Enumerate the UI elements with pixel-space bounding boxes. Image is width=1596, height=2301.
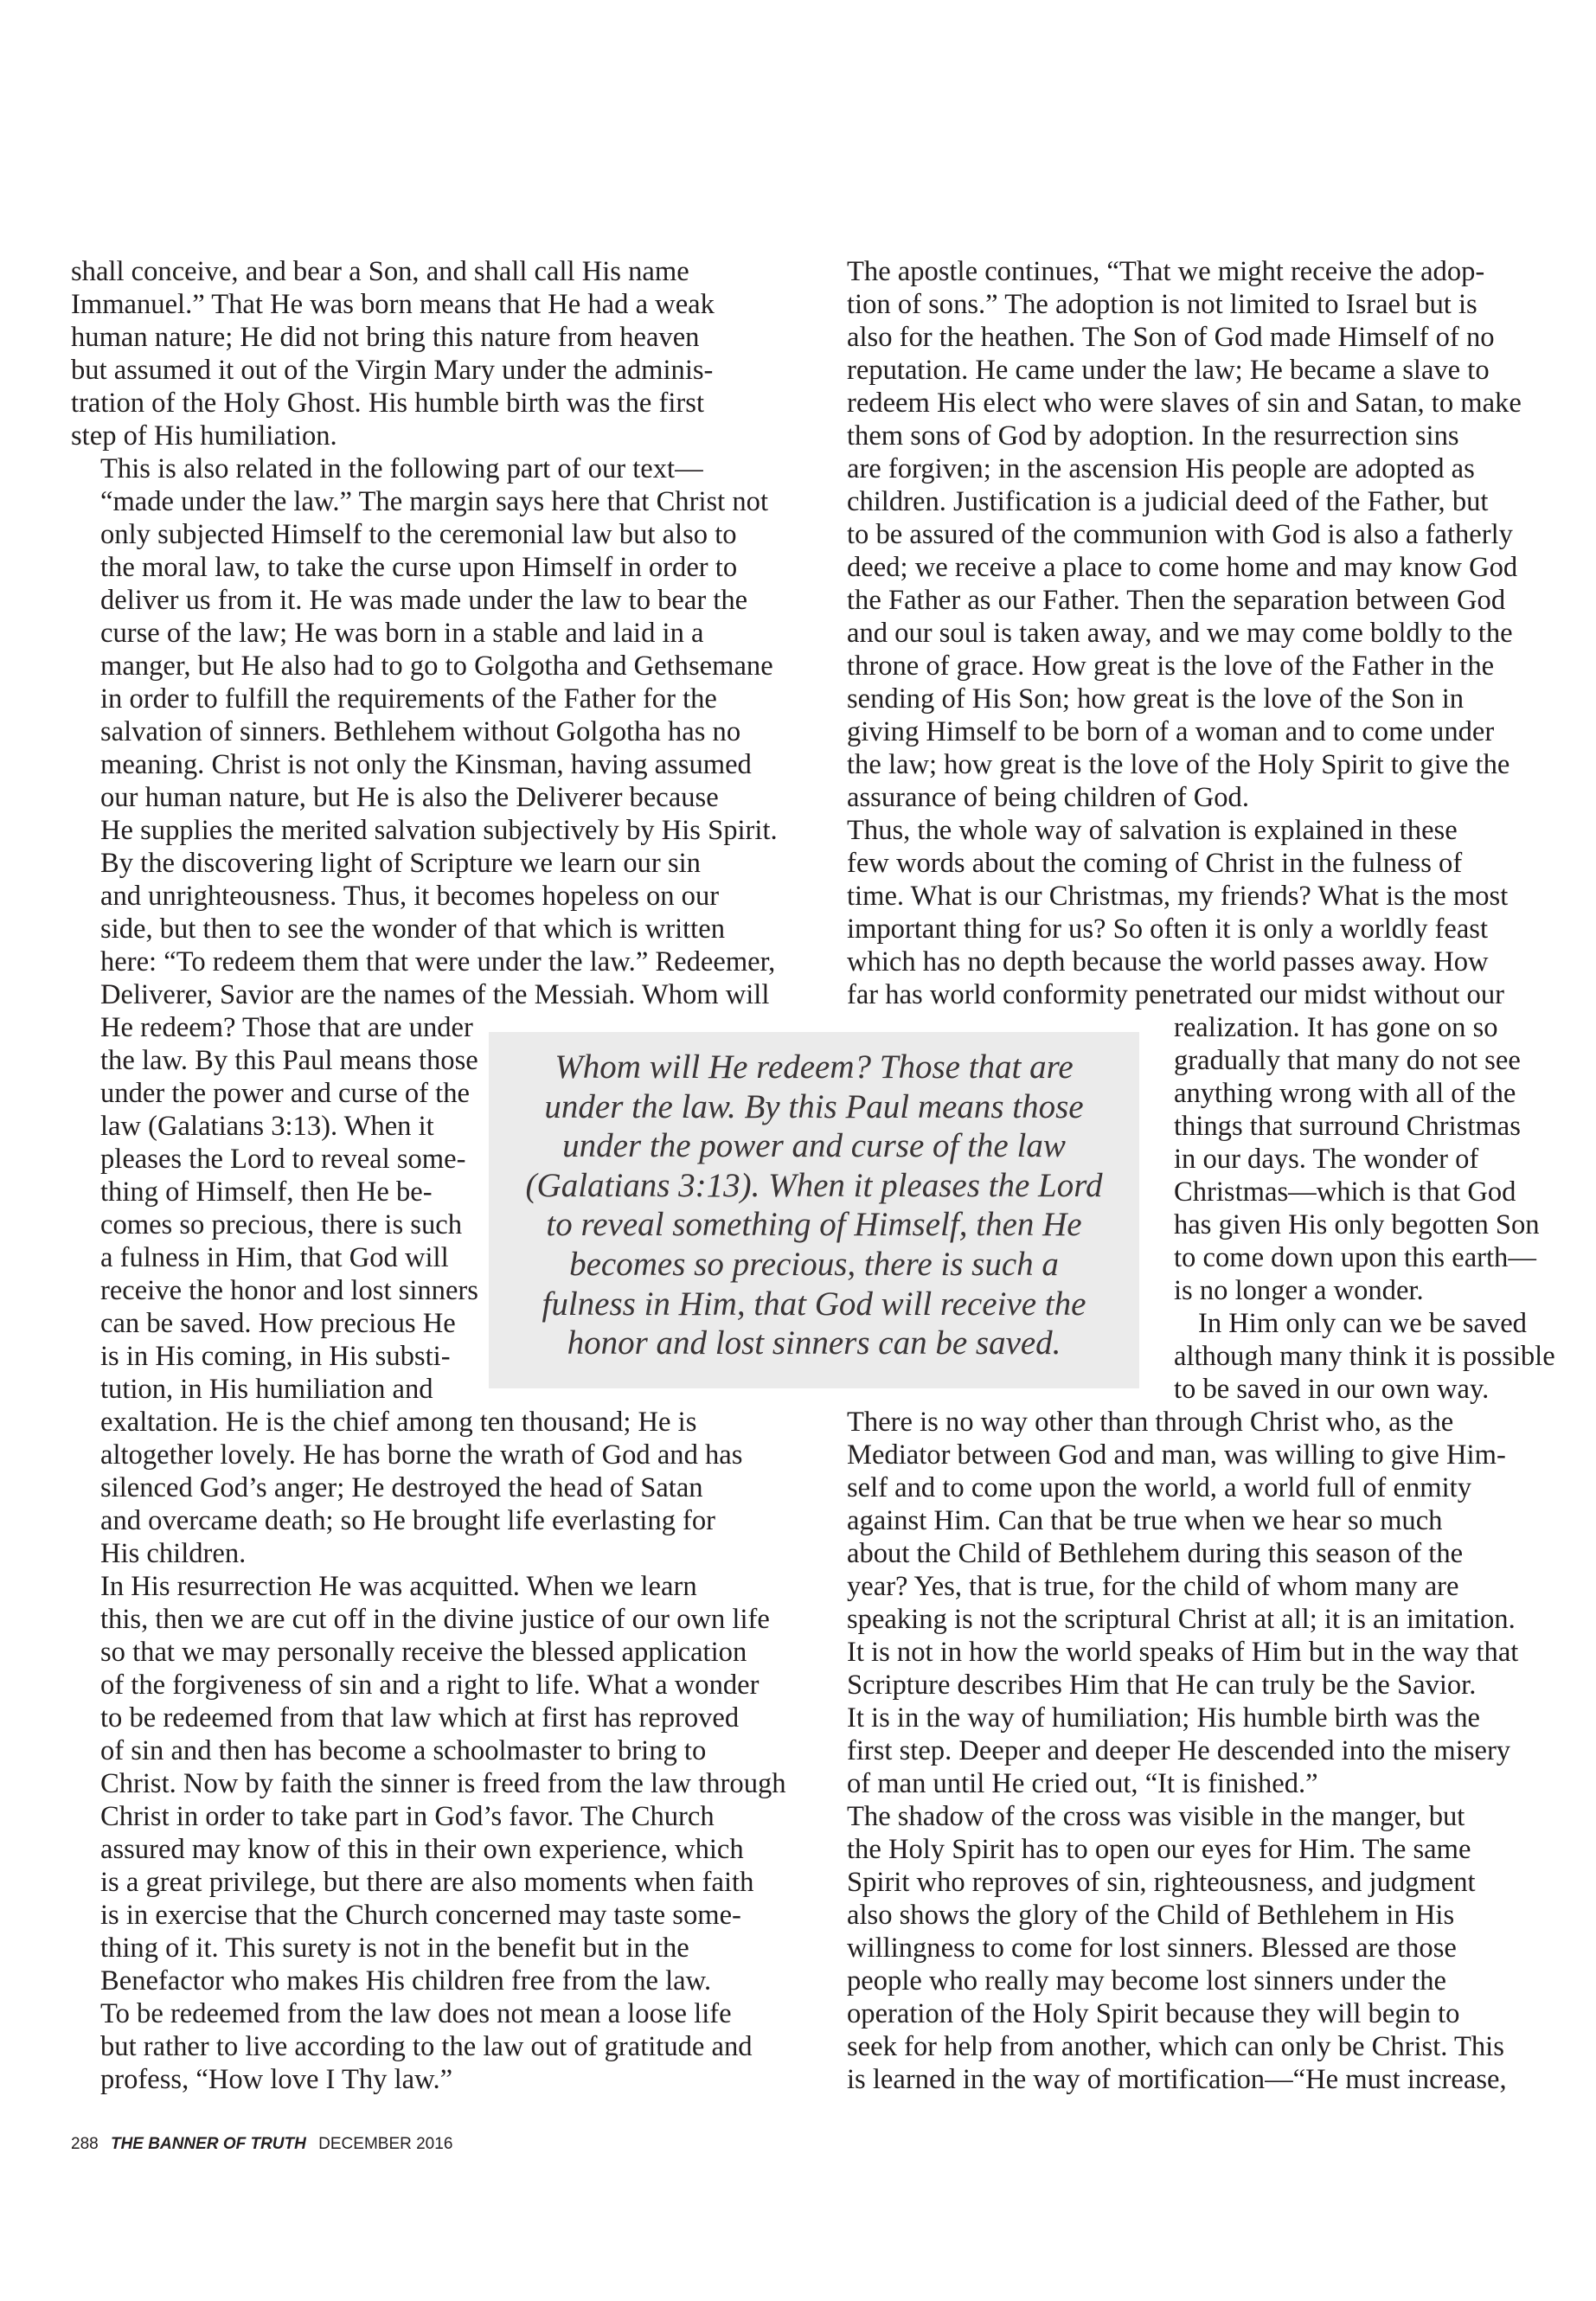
text-line: “made under the law.” The margin says here that Christ not bbox=[100, 486, 768, 517]
text-line: meaning. Christ is not only the Kinsman, having assumed bbox=[100, 749, 752, 780]
pull-quote bbox=[489, 1032, 1139, 1388]
text-line: This is also related in the following part of our text— bbox=[100, 453, 703, 484]
text-line: and overcame death; so He brought life everlasting for bbox=[100, 1505, 716, 1536]
text-line: silenced God’s anger; He destroyed the head of Satan bbox=[100, 1472, 703, 1503]
text-line: the law. By this Paul means those bbox=[100, 1045, 478, 1076]
text-line: In His resurrection He was acquitted. When we learn bbox=[100, 1571, 697, 1602]
text-line: salvation of sinners. Bethlehem without Golgotha has no bbox=[100, 716, 741, 747]
text-line: He redeem? Those that are under bbox=[100, 1012, 473, 1043]
text-line: Christ. Now by faith the sinner is freed from the law through bbox=[100, 1768, 786, 1799]
text-line: to come down upon this earth— bbox=[1174, 1242, 1536, 1273]
text-line: assurance of being children of God. bbox=[847, 782, 1249, 813]
text-line: people who really may become lost sinners under the bbox=[847, 1965, 1446, 1997]
text-line: comes so precious, there is such bbox=[100, 1209, 462, 1240]
text-line: of man until He cried out, “It is finished.” bbox=[847, 1768, 1318, 1799]
text-line: here: “To redeem them that were under the law.” Redeemer, bbox=[100, 946, 776, 977]
text-line: realization. It has gone on so bbox=[1174, 1012, 1498, 1043]
text-line: so that we may personally receive the blessed application bbox=[100, 1637, 747, 1668]
text-line: His children. bbox=[100, 1538, 247, 1569]
issue-date: DECEMBER 2016 bbox=[318, 2135, 453, 2153]
text-line: Thus, the whole way of salvation is explained in these bbox=[847, 815, 1458, 846]
text-line: law (Galatians 3:13). When it bbox=[100, 1111, 434, 1142]
text-line: speaking is not the scriptural Christ at all; it is an imitation. bbox=[847, 1604, 1516, 1635]
text-line: has given His only begotten Son bbox=[1174, 1209, 1540, 1240]
text-line: gradually that many do not see bbox=[1174, 1045, 1521, 1076]
page-footer bbox=[71, 2135, 460, 2154]
text-line: this, then we are cut off in the divine justice of our own life bbox=[100, 1604, 770, 1635]
paragraph bbox=[817, 1800, 1535, 2096]
text-line: The apostle continues, “That we might receive the adop- bbox=[847, 256, 1485, 287]
text-line: is in exercise that the Church concerned may taste some- bbox=[100, 1900, 741, 1931]
text-line: Christmas—which is that God bbox=[1174, 1176, 1516, 1208]
paragraph bbox=[71, 255, 785, 452]
text-line: first step. Deeper and deeper He descended into the misery bbox=[847, 1735, 1511, 1766]
text-line: and unrighteousness. Thus, it becomes hopeless on our bbox=[100, 881, 720, 912]
text-line: thing of it. This surety is not in the benefit but in the bbox=[100, 1932, 689, 1964]
text-line: is a great privilege, but there are also moments when faith bbox=[100, 1867, 754, 1898]
text-line: things that surround Christmas bbox=[1174, 1111, 1521, 1142]
text-line: altogether lovely. He has borne the wrath of God and has bbox=[100, 1439, 743, 1471]
pull-quote-line: becomes so precious, there is such a bbox=[569, 1245, 1059, 1283]
pull-quote-line: under the power and curse of the law bbox=[562, 1127, 1066, 1165]
text-line: Christ in order to take part in God’s favor. The Church bbox=[100, 1801, 715, 1832]
text-line: self and to come upon the world, a world full of enmity bbox=[847, 1472, 1471, 1503]
text-line: the Father as our Father. Then the separation between God bbox=[847, 585, 1506, 616]
text-line: year? Yes, that is true, for the child of whom many are bbox=[847, 1571, 1459, 1602]
text-line: redeem His elect who were slaves of sin and Satan, to make bbox=[847, 388, 1522, 419]
text-line: tion of sons.” The adoption is not limited to Israel but is bbox=[847, 289, 1477, 320]
text-line: are forgiven; in the ascension His people are adopted as bbox=[847, 453, 1475, 484]
text-line: also for the heathen. The Son of God made Himself of no bbox=[847, 322, 1495, 353]
text-line: time. What is our Christmas, my friends? What is the most bbox=[847, 881, 1509, 912]
text-line: seek for help from another, which can only be Christ. This bbox=[847, 2031, 1504, 2062]
text-line: can be saved. How precious He bbox=[100, 1308, 456, 1339]
text-line: in order to fulfill the requirements of the Father for the bbox=[100, 683, 717, 715]
paragraph bbox=[71, 452, 785, 847]
text-line: Spirit who reproves of sin, righteousness, and judgment bbox=[847, 1867, 1476, 1898]
text-line: It is in the way of humiliation; His humble birth was the bbox=[847, 1702, 1481, 1734]
text-line: He supplies the merited salvation subjectively by His Spirit. bbox=[100, 815, 778, 846]
text-line: Scripture describes Him that He can truly be the Savior. bbox=[847, 1670, 1477, 1701]
text-line: anything wrong with all of the bbox=[1174, 1078, 1516, 1109]
text-line: pleases the Lord to reveal some- bbox=[100, 1144, 466, 1175]
text-line: of the forgiveness of sin and a right to life. What a wonder bbox=[100, 1670, 760, 1701]
text-line: but rather to live according to the law out of gratitude and bbox=[100, 2031, 753, 2062]
text-line: receive the honor and lost sinners bbox=[100, 1275, 478, 1306]
text-line: the Holy Spirit has to open our eyes for Him. The same bbox=[847, 1834, 1471, 1865]
text-line: operation of the Holy Spirit because they will begin to bbox=[847, 1998, 1460, 2029]
text-line: also shows the glory of the Child of Bethlehem in His bbox=[847, 1900, 1455, 1931]
text-line: curse of the law; He was born in a stable and laid in a bbox=[100, 618, 704, 649]
text-line: is no longer a wonder. bbox=[1174, 1275, 1424, 1306]
text-line: them sons of God by adoption. In the resurrection sins bbox=[847, 420, 1459, 452]
text-line: is in His coming, in His substi- bbox=[100, 1341, 451, 1372]
magazine-title: THE BANNER OF TRUTH bbox=[110, 2135, 306, 2153]
text-line: our human nature, but He is also the Deliverer because bbox=[100, 782, 719, 813]
paragraph bbox=[817, 255, 1535, 814]
text-line: which has no depth because the world passes away. How bbox=[847, 946, 1489, 977]
text-line: manger, but He also had to go to Golgotha and Gethsemane bbox=[100, 651, 773, 682]
pull-quote-line: fulness in Him, that God will receive the bbox=[542, 1285, 1086, 1323]
text-line: thing of Himself, then He be- bbox=[100, 1176, 433, 1208]
text-line: the moral law, to take the curse upon Himself in order to bbox=[100, 552, 738, 583]
text-line: against Him. Can that be true when we hear so much bbox=[847, 1505, 1443, 1536]
text-line: Deliverer, Savior are the names of the Messiah. Whom will bbox=[100, 979, 770, 1010]
text-line: Immanuel.” That He was born means that He had a weak bbox=[71, 289, 715, 320]
text-line: By the discovering light of Scripture we learn our sin bbox=[100, 848, 701, 879]
page-number: 288 bbox=[71, 2135, 99, 2153]
text-line: far has world conformity penetrated our midst without our bbox=[847, 979, 1504, 1010]
text-line: Benefactor who makes His children free from the law. bbox=[100, 1965, 712, 1997]
text-line: exaltation. He is the chief among ten thousand; He is bbox=[100, 1407, 697, 1438]
text-line: profess, “How love I Thy law.” bbox=[100, 2064, 453, 2095]
pull-quote-line: Whom will He redeem? Those that are bbox=[554, 1048, 1074, 1086]
text-line: under the power and curse of the bbox=[100, 1078, 470, 1109]
text-line: few words about the coming of Christ in the fulness of bbox=[847, 848, 1463, 879]
text-line: In Him only can we be saved bbox=[1198, 1308, 1527, 1339]
text-line: to be assured of the communion with God is also a fatherly bbox=[847, 519, 1513, 550]
text-line: giving Himself to be born of a woman and to come under bbox=[847, 716, 1495, 747]
text-line: and our soul is taken away, and we may come boldly to the bbox=[847, 618, 1513, 649]
text-line: To be redeemed from the law does not mean a loose life bbox=[100, 1998, 732, 2029]
text-line: the law; how great is the love of the Holy Spirit to give the bbox=[847, 749, 1510, 780]
text-line: but assumed it out of the Virgin Mary under the adminis- bbox=[71, 355, 714, 386]
text-line: Mediator between God and man, was willing to give Him- bbox=[847, 1439, 1506, 1471]
text-line: to be redeemed from that law which at first has reproved bbox=[100, 1702, 740, 1734]
text-line: reputation. He came under the law; He became a slave to bbox=[847, 355, 1490, 386]
text-line: throne of grace. How great is the love of the Father in the bbox=[847, 651, 1495, 682]
text-line: side, but then to see the wonder of that which is written bbox=[100, 913, 725, 945]
text-line: human nature; He did not bring this nature from heaven bbox=[71, 322, 700, 353]
text-line: in our days. The wonder of bbox=[1174, 1144, 1479, 1175]
text-line: children. Justification is a judicial deed of the Father, but bbox=[847, 486, 1489, 517]
text-line: There is no way other than through Christ who, as the bbox=[847, 1407, 1454, 1438]
text-line: to be saved in our own way. bbox=[1174, 1374, 1490, 1405]
text-line: only subjected Himself to the ceremonial law but also to bbox=[100, 519, 737, 550]
text-line: assured may know of this in their own experience, which bbox=[100, 1834, 744, 1865]
pull-quote-line: (Galatians 3:13). When it pleases the Lord bbox=[525, 1166, 1103, 1204]
text-line: a fulness in Him, that God will bbox=[100, 1242, 449, 1273]
pull-quote-text bbox=[489, 1048, 1139, 1363]
paragraph bbox=[71, 1570, 785, 2096]
text-line: step of His humiliation. bbox=[71, 420, 337, 452]
pull-quote-line: honor and lost sinners can be saved. bbox=[567, 1324, 1061, 1362]
text-line: willingness to come for lost sinners. Blessed are those bbox=[847, 1932, 1457, 1964]
text-line: deed; we receive a place to come home and may know God bbox=[847, 552, 1518, 583]
text-line: important thing for us? So often it is only a worldly feast bbox=[847, 913, 1489, 945]
text-line: shall conceive, and bear a Son, and shall call His name bbox=[71, 256, 689, 287]
text-line: is learned in the way of mortification—“He must increase, bbox=[847, 2064, 1507, 2095]
text-line: It is not in how the world speaks of Him but in the way that bbox=[847, 1637, 1519, 1668]
pull-quote-line: under the law. By this Paul means those bbox=[544, 1087, 1084, 1125]
text-line: tution, in His humiliation and bbox=[100, 1374, 433, 1405]
text-line: tration of the Holy Ghost. His humble birth was the first bbox=[71, 388, 705, 419]
pull-quote-line: to reveal something of Himself, then He bbox=[546, 1206, 1082, 1244]
text-line: The shadow of the cross was visible in the manger, but bbox=[847, 1801, 1465, 1832]
text-line: although many think it is possible bbox=[1174, 1341, 1555, 1372]
text-line: of sin and then has become a schoolmaster to bring to bbox=[100, 1735, 707, 1766]
text-line: deliver us from it. He was made under the law to bear the bbox=[100, 585, 748, 616]
text-line: about the Child of Bethlehem during this season of the bbox=[847, 1538, 1464, 1569]
text-line: sending of His Son; how great is the love of the Son in bbox=[847, 683, 1465, 715]
